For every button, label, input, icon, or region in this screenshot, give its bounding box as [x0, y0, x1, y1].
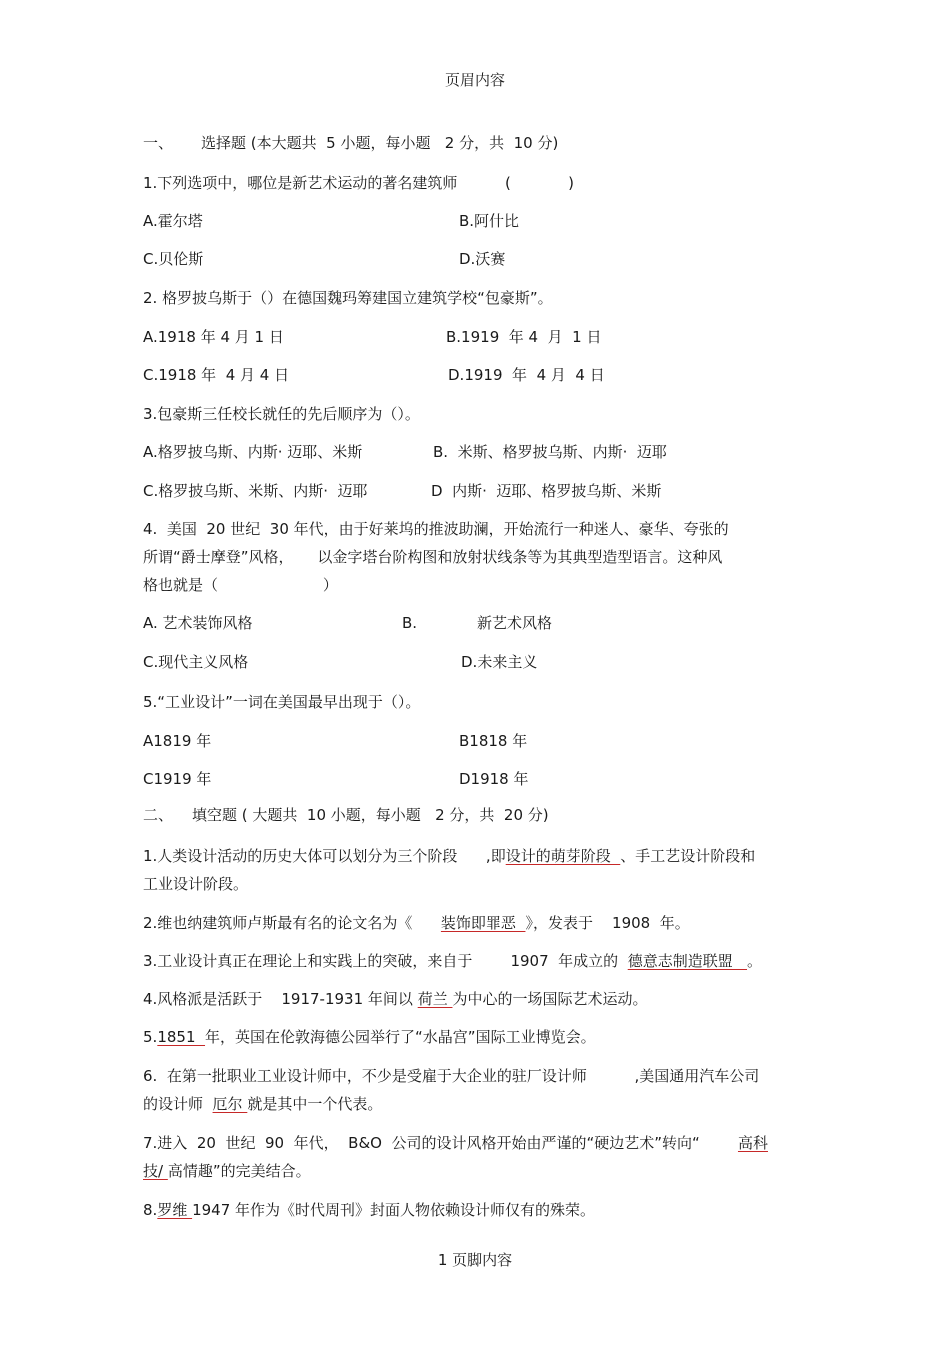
section-title: 选择题 (本大题共 5 小题，每小题 2 分，共 10 分): [201, 134, 559, 152]
fill-question: [143, 1200, 595, 1220]
fill-question: [143, 913, 690, 933]
option-b: B.1919 年 4 月 1 日: [446, 328, 602, 346]
fill-question: [143, 846, 755, 866]
answer-text: 1851: [157, 1028, 206, 1046]
option-c: C.贝伦斯: [143, 250, 204, 268]
question-stem: 4. 美国 20 世纪 30 年代，由于好莱坞的推波助澜，开始流行一种迷人、豪华、夸张的: [143, 520, 729, 538]
question-text: 8.: [143, 1201, 158, 1219]
option-c: C.1918 年 4 月 4 日: [143, 366, 290, 384]
option-d: D1918 年: [459, 770, 529, 788]
option-b: B1818 年: [459, 732, 528, 750]
question-text: 1947 年作为《时代周刊》封面人物依赖设计师仅有的殊荣。: [192, 1201, 596, 1219]
option-d: D.未来主义: [461, 653, 538, 671]
option-c: C.格罗披乌斯、米斯、内斯· 迈耶: [143, 482, 368, 500]
answer-text: 荷兰: [417, 990, 453, 1008]
question-stem: 5.“工业设计”一词在美国最早出现于（）。: [143, 693, 421, 711]
page-footer: 1 页脚内容: [437, 1251, 513, 1269]
option-a: A.1918 年 4 月 1 日: [143, 328, 284, 346]
question-text: 高情趣”的完美结合。: [167, 1162, 311, 1180]
answer-text: 设计的萌芽阶段: [505, 847, 621, 865]
option-c: C.现代主义风格: [143, 653, 249, 671]
page-header: 页眉内容: [444, 71, 505, 89]
fill-question: [143, 951, 762, 971]
question-text: 就是其中一个代表。: [247, 1095, 383, 1113]
question-stem: 所谓“爵士摩登”风格， 以金字塔台阶构图和放射状线条等为其典型造型语言。这种风: [143, 548, 723, 566]
option-a: A1819 年: [143, 732, 212, 750]
question-text: 的设计师: [143, 1095, 213, 1113]
question-text: 为中心的一场国际艺术运动。: [452, 990, 648, 1008]
fill-question: [143, 1133, 768, 1153]
question-text: 6. 在第一批职业工业设计师中，不少是受雇于大企业的驻厂设计师 ,美国通用汽车公司: [143, 1067, 760, 1085]
question-text: 5.: [143, 1028, 158, 1046]
section-number: 一、: [143, 134, 174, 152]
question-text: 2.维也纳建筑师卢斯最有名的论文名为《: [143, 914, 441, 932]
section-title: 填空题 ( 大题共 10 小题，每小题 2 分，共 20 分): [192, 806, 549, 824]
answer-text: 厄尔: [212, 1095, 248, 1113]
option-d: D.1919 年 4 月 4 日: [448, 366, 605, 384]
option-d: D.沃赛: [459, 250, 506, 268]
option-a: A.霍尔塔: [143, 212, 203, 230]
answer-text: 德意志制造联盟: [627, 952, 748, 970]
option-b-letter: B.: [402, 614, 418, 632]
fill-question: [143, 1027, 596, 1047]
fill-question: [143, 1161, 311, 1181]
question-stem: 3.包豪斯三任校长就任的先后顺序为（）。: [143, 405, 420, 423]
question-stem: 1.下列选项中，哪位是新艺术运动的著名建筑师 ( ): [143, 174, 574, 192]
question-text: 年，英国在伦敦海德公园举行了“水晶宫”国际工业博览会。: [205, 1028, 596, 1046]
option-a: A. 艺术装饰风格: [143, 614, 253, 632]
answer-text: 技/: [143, 1162, 168, 1180]
question-text: 7.进入 20 世纪 90 年代， B&O 公司的设计风格开始由严谨的“硬边艺术”转向“: [143, 1134, 738, 1152]
fill-question: [143, 989, 647, 1009]
question-text: 4.风格派是活跃于 1917-1931 年间以: [143, 990, 418, 1008]
question-text: 、手工艺设计阶段和: [620, 847, 756, 865]
option-b: 新艺术风格: [477, 614, 553, 632]
question-stem: 格也就是（ ）: [143, 576, 338, 594]
question-text: 工业设计阶段。: [143, 875, 249, 893]
fill-question: [143, 1094, 382, 1114]
question-text: 3.工业设计真正在理论上和实践上的突破，来自于 1907 年成立的: [143, 952, 628, 970]
question-stem: 2. 格罗披乌斯于（）在德国魏玛筹建国立建筑学校“包豪斯”。: [143, 289, 553, 307]
question-text: 1.人类设计活动的历史大体可以划分为三个阶段 ,即: [143, 847, 506, 865]
question-text: 》，发表于 1908 年。: [525, 914, 690, 932]
answer-text: 罗维: [157, 1201, 193, 1219]
option-a: A.格罗披乌斯、内斯· 迈耶、米斯: [143, 443, 363, 461]
option-d: D 内斯· 迈耶、格罗披乌斯、米斯: [431, 482, 662, 500]
section-number: 二、: [143, 806, 174, 824]
option-b: B.阿什比: [459, 212, 520, 230]
answer-text: 装饰即罪恶: [440, 914, 526, 932]
option-c: C1919 年: [143, 770, 212, 788]
answer-text: 高科: [737, 1134, 768, 1152]
question-text: 。: [747, 952, 763, 970]
option-b: B. 米斯、格罗披乌斯、内斯· 迈耶: [433, 443, 667, 461]
